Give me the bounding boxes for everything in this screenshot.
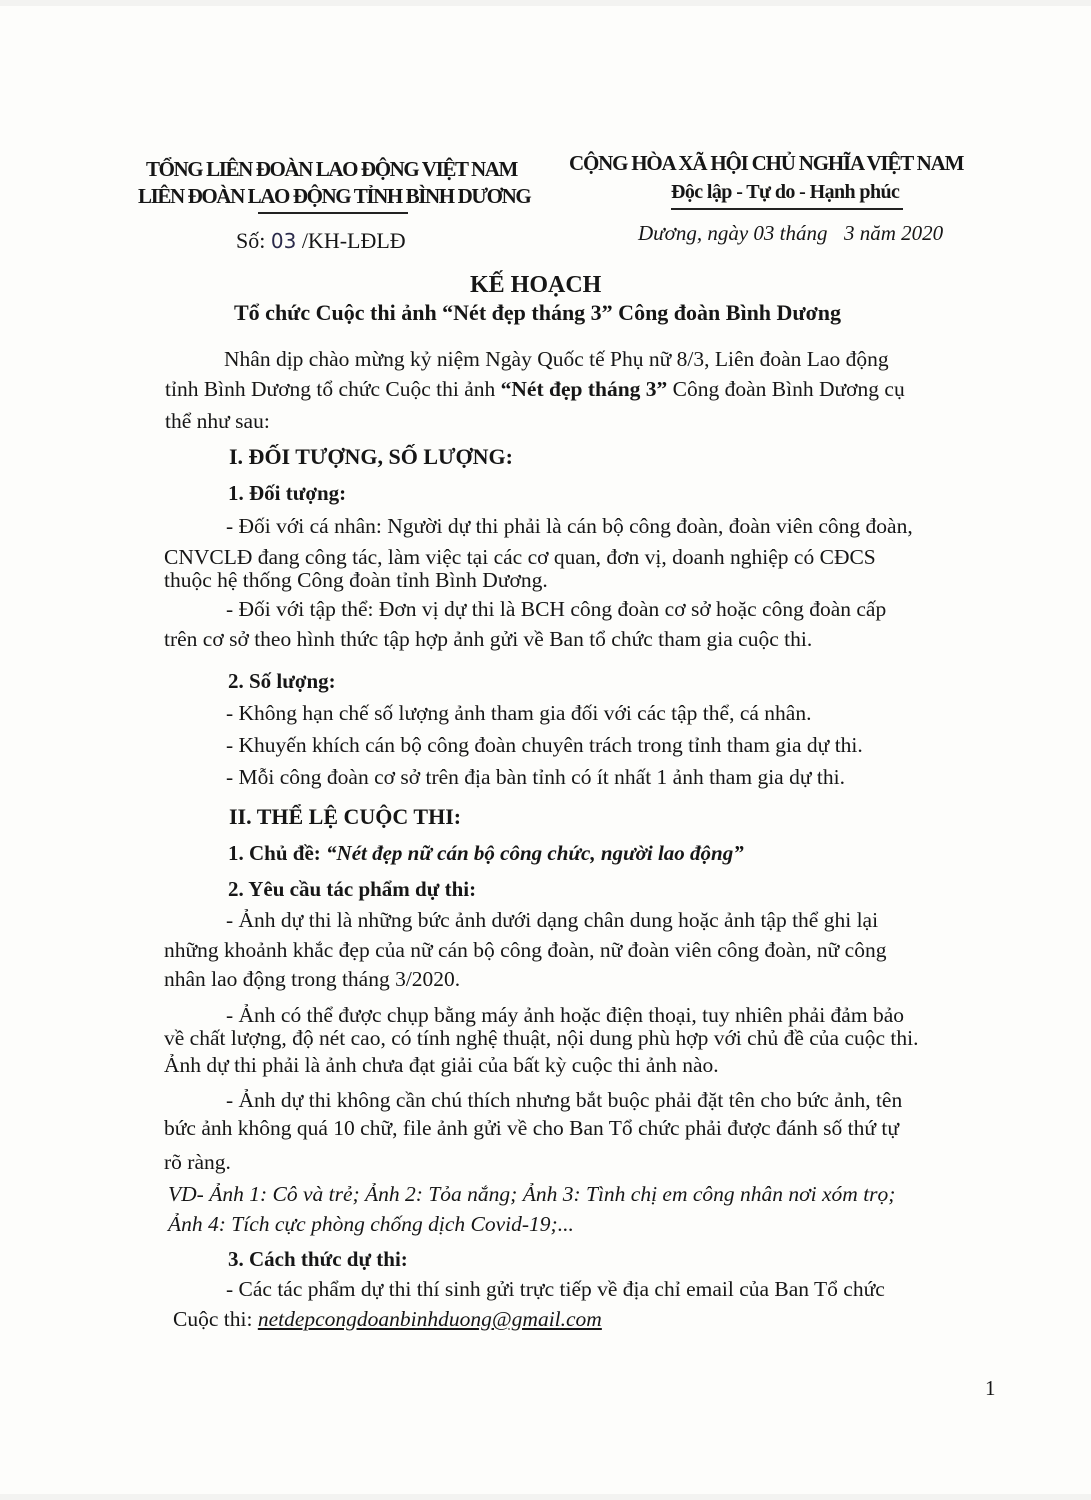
document-number-prefix: Số: bbox=[236, 228, 266, 253]
theme-value: “Nét đẹp nữ cán bộ công chức, người lao động” bbox=[326, 841, 744, 865]
org-name-line1: TỔNG LIÊN ĐOÀN LAO ĐỘNG VIỆT NAM bbox=[146, 157, 517, 181]
document-number-value: 03 bbox=[270, 229, 297, 253]
intro-line3: thể như sau: bbox=[165, 409, 270, 433]
s2-c1-line2 bbox=[173, 1307, 602, 1332]
s2-r1-line1: - Ảnh dự thi là những bức ảnh dưới dạng chân dung hoặc ảnh tập thể ghi lại bbox=[226, 908, 879, 932]
document-title: KẾ HOẠCH bbox=[470, 272, 602, 298]
s1-p1-line2: CNVCLĐ đang công tác, làm việc tại các cơ quan, đơn vị, doanh nghiệp có CĐCS bbox=[164, 545, 876, 569]
document-number bbox=[236, 228, 406, 254]
theme-label: 1. Chủ đề: bbox=[228, 841, 321, 865]
org-name-line2: LIÊN ĐOÀN LAO ĐỘNG TỈNH BÌNH DƯƠNG bbox=[138, 184, 531, 208]
document-subtitle: Tổ chức Cuộc thi ảnh “Nét đẹp tháng 3” Công đoàn Bình Dương bbox=[234, 300, 842, 325]
nation-motto: Độc lập - Tự do - Hạnh phúc bbox=[671, 181, 900, 203]
s1-bullet3: - Mỗi công đoàn cơ sở trên địa bàn tỉnh có ít nhất 1 ảnh tham gia dự thi. bbox=[226, 765, 845, 789]
intro-line2 bbox=[165, 377, 905, 402]
s2-r1-line3: nhân lao động trong tháng 3/2020. bbox=[164, 967, 461, 991]
s1-p2-line2: trên cơ sở theo hình thức tập hợp ảnh gửi về Ban tổ chức tham gia cuộc thi. bbox=[164, 627, 813, 651]
s1-p1-line3: thuộc hệ thống Công đoàn tỉnh Bình Dương. bbox=[164, 568, 548, 592]
section-1-sub2: 2. Số lượng: bbox=[228, 669, 336, 693]
header-left-underline bbox=[258, 212, 408, 214]
s2-r2-line2: về chất lượng, độ nét cao, có tính nghệ thuật, nội dung phù hợp với chủ đề của cuộc thi. bbox=[164, 1026, 919, 1050]
s2-r3-line3: rõ ràng. bbox=[164, 1150, 231, 1174]
section-2-sub1 bbox=[228, 841, 744, 866]
s2-r2-line3: Ảnh dự thi phải là ảnh chưa đạt giải của bất kỳ cuộc thi ảnh nào. bbox=[164, 1053, 719, 1077]
contest-label: Cuộc thi: bbox=[173, 1307, 253, 1331]
scan-edge bbox=[0, 1494, 1091, 1500]
s2-example-line1: VD- Ảnh 1: Cô và trẻ; Ảnh 2: Tỏa nắng; Ảnh 3: Tình chị em công nhân nơi xóm trọ; bbox=[168, 1182, 896, 1206]
section-1-sub1: 1. Đối tượng: bbox=[228, 481, 347, 505]
date-part2: 3 năm 2020 bbox=[843, 221, 944, 245]
date-part1: Dương, ngày 03 tháng bbox=[638, 221, 828, 245]
s2-example-line2: Ảnh 4: Tích cực phòng chống dịch Covid-19;... bbox=[168, 1212, 574, 1236]
s1-bullet2: - Khuyến khích cán bộ công đoàn chuyên trách trong tỉnh tham gia dự thi. bbox=[226, 733, 863, 757]
nation-name: CỘNG HÒA XÃ HỘI CHỦ NGHĨA VIỆT NAM bbox=[569, 151, 964, 175]
section-1-heading: I. ĐỐI TƯỢNG, SỐ LƯỢNG: bbox=[229, 444, 513, 469]
s2-r3-line1: - Ảnh dự thi không cần chú thích nhưng bắt buộc phải đặt tên cho bức ảnh, tên bbox=[226, 1088, 903, 1112]
section-2-sub3: 3. Cách thức dự thi: bbox=[228, 1247, 408, 1271]
s1-bullet1: - Không hạn chế số lượng ảnh tham gia đối với các tập thể, cá nhân. bbox=[226, 701, 812, 725]
intro-contest-name: “Nét đẹp tháng 3” bbox=[500, 377, 668, 401]
section-2-heading: II. THỂ LỆ CUỘC THI: bbox=[229, 804, 462, 829]
intro-line2-c: Công đoàn Bình Dương cụ bbox=[672, 377, 905, 401]
page-number: 1 bbox=[985, 1376, 996, 1400]
section-2-sub2: 2. Yêu cầu tác phẩm dự thi: bbox=[228, 877, 477, 901]
intro-line2-a: tỉnh Bình Dương tổ chức Cuộc thi ảnh bbox=[165, 377, 496, 401]
contest-email-link[interactable]: netdepcongdoanbinhduong@gmail.com bbox=[257, 1307, 602, 1331]
s2-r1-line2: những khoảnh khắc đẹp của nữ cán bộ công đoàn, nữ đoàn viên công đoàn, nữ công bbox=[164, 938, 887, 962]
header-right-underline bbox=[671, 208, 903, 210]
scan-edge bbox=[0, 0, 1091, 6]
document-number-suffix: /KH-LĐLĐ bbox=[301, 228, 406, 253]
intro-line1: Nhân dịp chào mừng kỷ niệm Ngày Quốc tế Phụ nữ 8/3, Liên đoàn Lao động bbox=[224, 347, 889, 371]
document-date bbox=[638, 221, 943, 246]
s2-r2-line1: - Ảnh có thể được chụp bằng máy ảnh hoặc điện thoại, tuy nhiên phải đảm bảo bbox=[226, 1003, 904, 1027]
s1-p1-line1: - Đối với cá nhân: Người dự thi phải là cán bộ công đoàn, đoàn viên công đoàn, bbox=[226, 514, 913, 538]
s2-c1-line1: - Các tác phẩm dự thi thí sinh gửi trực tiếp về địa chỉ email của Ban Tổ chức bbox=[226, 1277, 885, 1301]
s1-p2-line1: - Đối với tập thể: Đơn vị dự thi là BCH công đoàn cơ sở hoặc công đoàn cấp bbox=[226, 597, 887, 621]
s2-r3-line2: bức ảnh không quá 10 chữ, file ảnh gửi về cho Ban Tổ chức phải được đánh số thứ tự bbox=[164, 1116, 899, 1140]
